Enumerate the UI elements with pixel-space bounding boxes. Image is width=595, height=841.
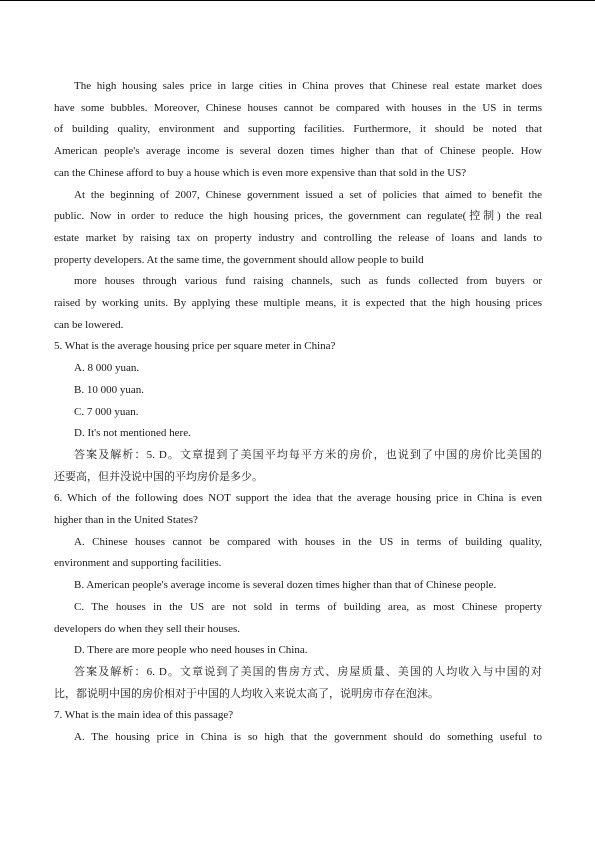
question-stem: 5. What is the average housing price per square meter in China? — [54, 340, 336, 353]
top-rule — [0, 0, 595, 1]
option-b: B. 10 000 yuan. — [74, 383, 144, 396]
passage-line: raised by working units. By applying these multiple means, it is expected that the high housing prices — [54, 297, 542, 310]
option-c: C. 7 000 yuan. — [74, 405, 139, 418]
option-c: developers do when they sell their houses. — [54, 622, 241, 635]
option-b: B. American people's average income is several dozen times higher than that of Chinese people. — [74, 579, 497, 592]
passage-line: The high housing sales price in large cities in China proves that Chinese real estate market does — [74, 80, 542, 92]
passage-line: have some bubbles. Moreover, Chinese houses cannot be compared with houses in the US in terms — [54, 101, 542, 114]
question-stem: 6. Which of the following does NOT support the idea that the average housing price in China is even — [54, 492, 542, 505]
answer-explanation: 答案及解析：6. D。文章说到了美国的售房方式、房屋质量、美国的人均收入与中国的对 — [74, 665, 542, 678]
passage-line: can the Chinese afford to buy a house which is even more expensive than that sold in the US? — [54, 166, 467, 179]
passage-line: American people's average income is several dozen times higher than that of Chinese people. How — [54, 145, 542, 158]
question-5 — [54, 336, 542, 488]
option-d: D. There are more people who need houses in China. — [74, 644, 308, 657]
answer-explanation: 比，都说明中国的房价相对于中国的人均收入来说太高了，说明房市存在泡沫。 — [54, 687, 439, 700]
passage-line: At the beginning of 2007, Chinese government issued a set of policies that aimed to benefit the — [74, 188, 542, 201]
answer-explanation: 答案及解析：5. D。文章提到了美国平均每平方米的房价，也说到了中国的房价比美国的 — [74, 448, 542, 461]
passage-line: more houses through various fund raising channels, such as funds collected from buyers or — [74, 275, 542, 288]
question-stem: higher than in the United States? — [54, 514, 198, 527]
passage-line: property developers. At the same time, the government should allow people to build — [54, 253, 424, 266]
passage-line: public. Now in order to reduce the high housing prices, the government can regulate(控制) the real — [54, 210, 542, 223]
question-7 — [54, 705, 542, 748]
passage-line: can be lowered. — [54, 318, 124, 331]
option-a: A. The housing price in China is so high that the government should do something useful to — [74, 731, 542, 744]
option-d: D. It's not mentioned here. — [74, 427, 191, 440]
option-a: A. Chinese houses cannot be compared with houses in the US in terms of building quality, — [74, 535, 542, 548]
question-stem: 7. What is the main idea of this passage? — [54, 709, 234, 722]
question-6 — [54, 488, 542, 705]
passage — [54, 76, 542, 336]
option-a: environment and supporting facilities. — [54, 557, 222, 570]
option-a: A. 8 000 yuan. — [74, 362, 140, 375]
answer-explanation: 还要高，但并没说中国的平均房价是多少。 — [54, 470, 263, 483]
document-body — [54, 76, 542, 749]
passage-line: of building quality, environment and supporting facilities. Furthermore, it should be noted that — [54, 123, 542, 136]
option-c: C. The houses in the US are not sold in terms of building area, as most Chinese property — [74, 600, 542, 613]
passage-line: estate market by raising tax on property industry and controlling the release of loans and lands to — [54, 231, 542, 244]
